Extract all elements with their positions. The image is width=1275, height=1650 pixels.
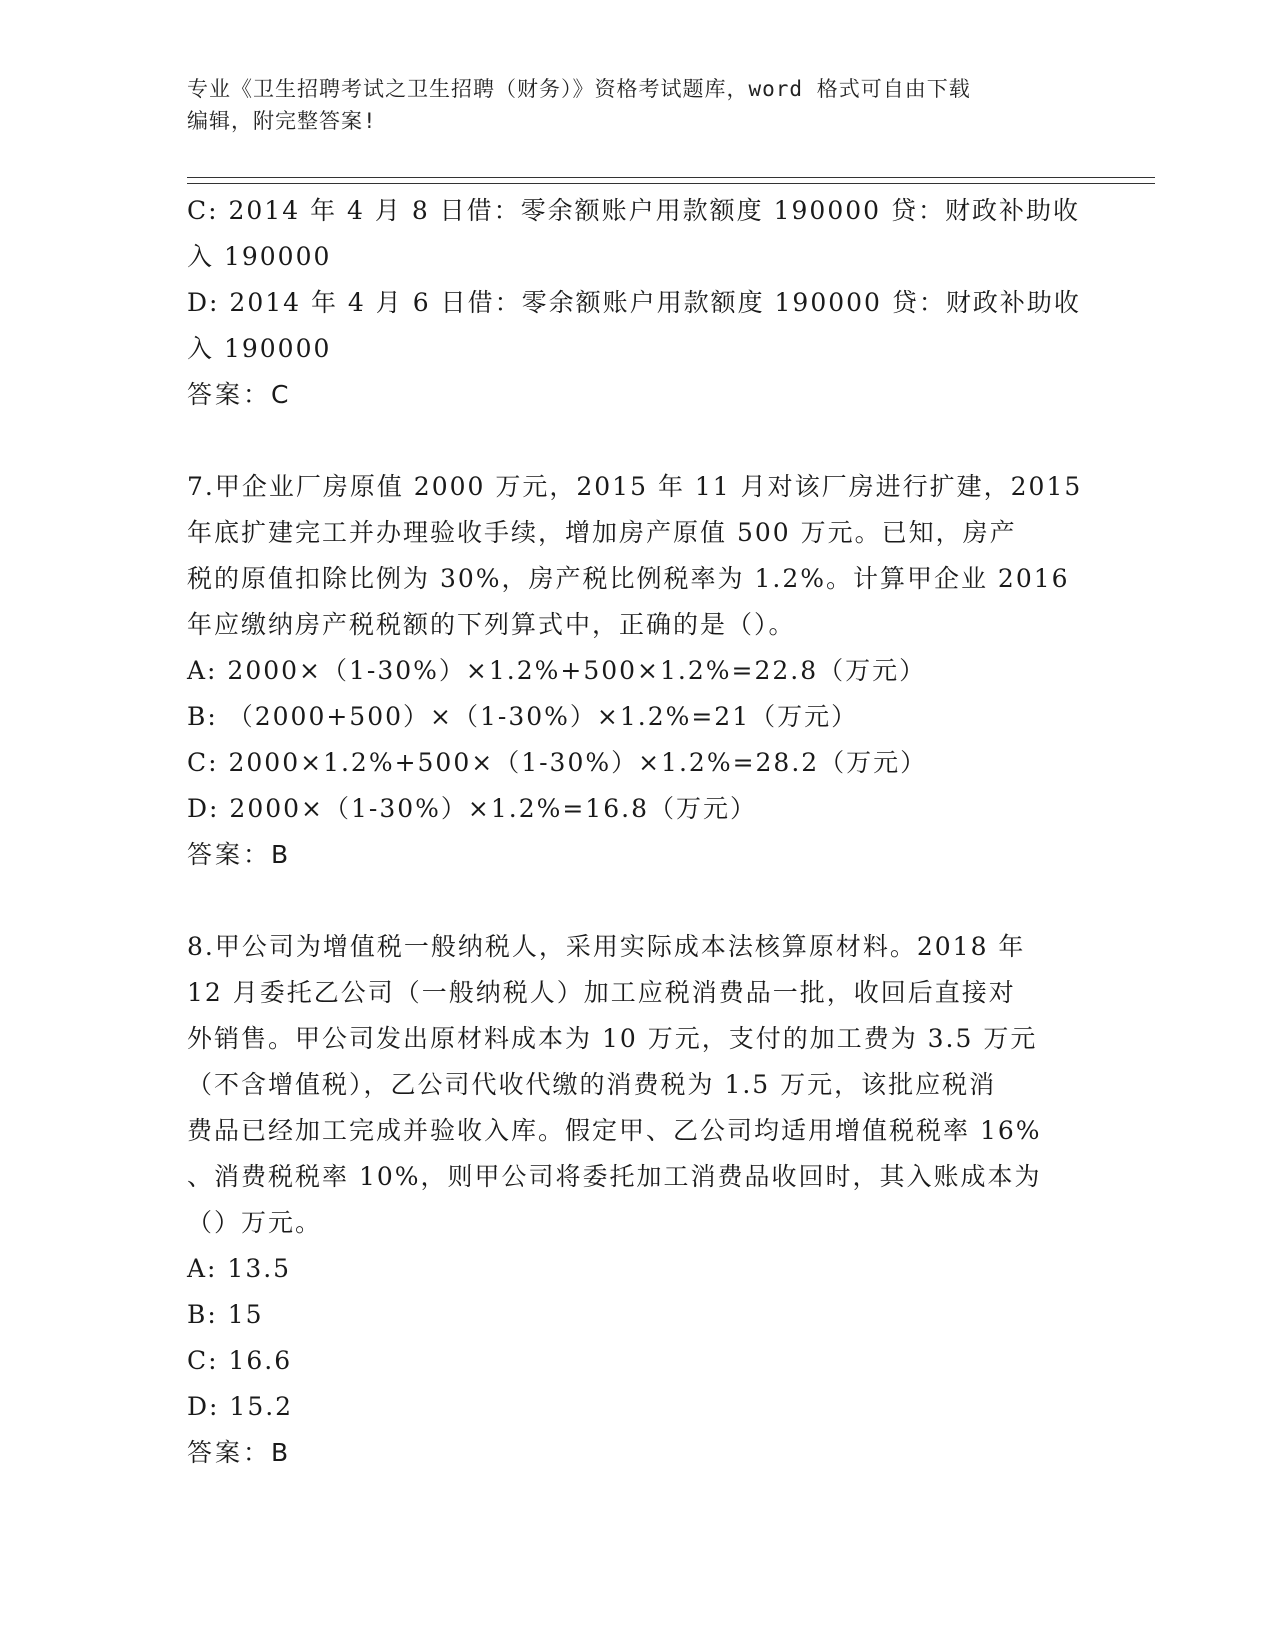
option-b: B: 15 — [187, 1300, 264, 1329]
option-d-line-1: D: 2014 年 4 月 6 日借：零余额账户用款额度 190000 贷：财政补助收 — [187, 288, 1081, 317]
question-stem-line: 、消费税税率 10%，则甲公司将委托加工消费品收回时，其入账成本为 — [187, 1162, 1042, 1191]
spacer — [187, 418, 1087, 464]
question-stem-line: 7.甲企业厂房原值 2000 万元，2015 年 11 月对该厂房进行扩建，2015 — [187, 472, 1083, 501]
question-stem-line: （不含增值税），乙公司代收代缴的消费税为 1.5 万元，该批应税消 — [187, 1070, 997, 1099]
option-c: C: 2000×1.2%+500×（1-30%）×1.2%=28.2（万元） — [187, 748, 928, 777]
question-stem-line: （）万元。 — [187, 1208, 323, 1237]
question-stem-line: 外销售。甲公司发出原材料成本为 10 万元，支付的加工费为 3.5 万元 — [187, 1024, 1038, 1053]
option-d-line-2: 入 190000 — [187, 334, 332, 363]
question-7 — [187, 464, 1087, 878]
question-8 — [187, 924, 1087, 1476]
header-divider-top — [187, 177, 1155, 178]
question-stem-line: 8.甲公司为增值税一般纳税人，采用实际成本法核算原材料。2018 年 — [187, 932, 1026, 961]
document-body — [187, 188, 1087, 1476]
option-d: D: 15.2 — [187, 1392, 294, 1421]
question-stem-line: 年底扩建完工并办理验收手续，增加房产原值 500 万元。已知，房产 — [187, 518, 1017, 547]
question-stem-line: 税的原值扣除比例为 30%，房产税比例税率为 1.2%。计算甲企业 2016 — [187, 564, 1070, 593]
question-stem-line: 12 月委托乙公司（一般纳税人）加工应税消费品一批，收回后直接对 — [187, 978, 1016, 1007]
option-a: A: 13.5 — [187, 1254, 292, 1283]
question-stem-line: 年应缴纳房产税税额的下列算式中，正确的是（）。 — [187, 610, 796, 639]
question-stem-line: 费品已经加工完成并验收入库。假定甲、乙公司均适用增值税税率 16% — [187, 1116, 1042, 1145]
option-c-line-2: 入 190000 — [187, 242, 332, 271]
answer-line: 答案：B — [187, 1438, 292, 1467]
option-c: C: 16.6 — [187, 1346, 293, 1375]
previous-question-tail — [187, 188, 1087, 418]
answer-line: 答案：C — [187, 380, 292, 409]
answer-line: 答案：B — [187, 840, 292, 869]
header-line-2: 编辑，附完整答案! — [187, 109, 377, 133]
option-a: A: 2000×（1-30%）×1.2%+500×1.2%=22.8（万元） — [187, 656, 927, 685]
spacer — [187, 878, 1087, 924]
option-b: B: （2000+500）×（1-30%）×1.2%=21（万元） — [187, 702, 859, 731]
header-divider-bottom — [187, 183, 1155, 184]
header-line-1: 专业《卫生招聘考试之卫生招聘（财务）》资格考试题库，word 格式可自由下载 — [187, 77, 971, 101]
option-c-line-1: C: 2014 年 4 月 8 日借：零余额账户用款额度 190000 贷：财政补助收 — [187, 196, 1080, 225]
document-header — [187, 73, 1067, 137]
option-d: D: 2000×（1-30%）×1.2%=16.8（万元） — [187, 794, 757, 823]
